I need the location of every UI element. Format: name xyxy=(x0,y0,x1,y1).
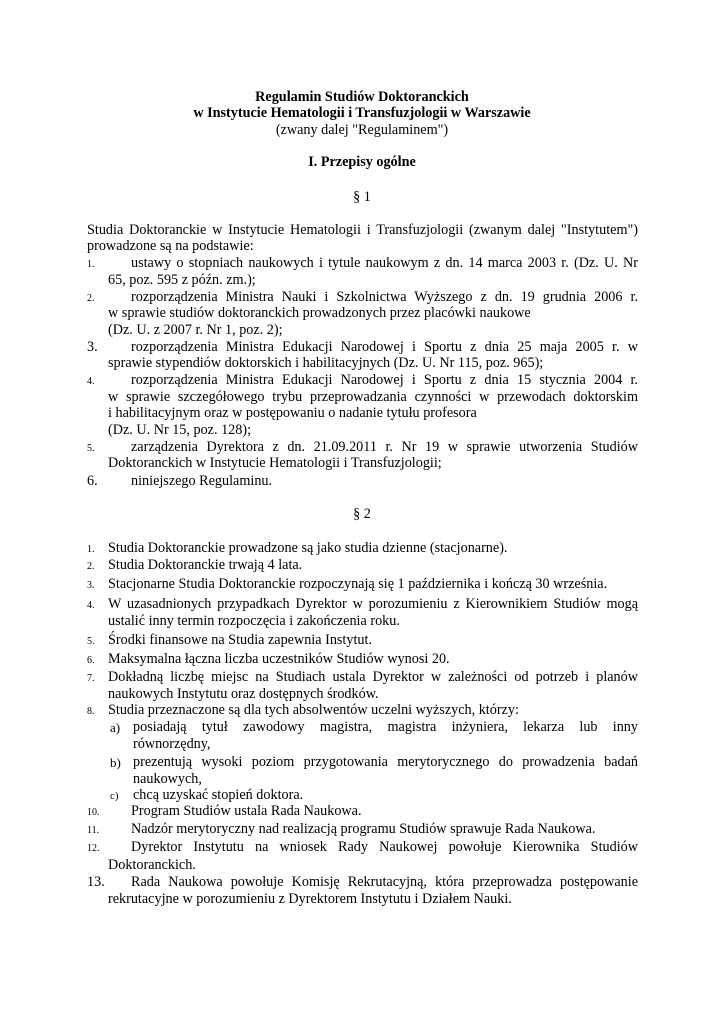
list-item: w sprawie studiów doktoranckich prowadzonych przez placówki naukowe xyxy=(108,305,531,321)
list-item: 65, poz. 595 z późn. zm.); xyxy=(108,272,256,288)
list-number: 6. xyxy=(87,473,98,489)
list-number: 5. xyxy=(87,636,95,647)
sublist-item: naukowych, xyxy=(133,771,202,787)
list-item: Stacjonarne Studia Doktoranckie rozpoczynają się 1 października i kończą 30 września. xyxy=(108,576,608,592)
list-item: W uzasadnionych przypadkach Dyrektor w porozumieniu z Kierownikiem Studiów mogą xyxy=(108,596,638,612)
sublist-item: równorzędny, xyxy=(133,736,211,752)
sublist-item: posiadają tytuł zawodowy magistra, magistra inżyniera, lekarza lub inny xyxy=(133,719,638,735)
list-number: 8. xyxy=(87,706,95,717)
list-number: 1. xyxy=(87,259,95,270)
list-item: Studia Doktoranckie prowadzone są jako studia dzienne (stacjonarne). xyxy=(108,540,508,556)
list-item: Studia Doktoranckie trwają 4 lata. xyxy=(108,557,303,573)
list-item: Dyrektor Instytutu na wniosek Rady Naukowej powołuje Kierownika Studiów xyxy=(131,839,638,855)
sublist-letter: c) xyxy=(110,790,119,802)
document-subtitle: w Instytucie Hematologii i Transfuzjologii w Warszawie xyxy=(193,105,531,121)
sublist-letter: a) xyxy=(110,720,121,735)
list-item: i habilitacyjnym oraz w postępowaniu o nadanie tytułu profesora xyxy=(108,405,477,421)
list-item: Studia przeznaczone są dla tych absolwentów uczelni wyższych, którzy: xyxy=(108,702,519,718)
list-number: 3. xyxy=(87,580,95,591)
list-item: Rada Naukowa powołuje Komisję Rekrutacyjną, która przeprowadza postępowanie xyxy=(131,874,638,890)
list-item: zarządzenia Dyrektora z dn. 21.09.2011 r. Nr 19 w sprawie utworzenia Studiów xyxy=(131,439,638,455)
list-number: 1. xyxy=(87,544,95,555)
list-item: Program Studiów ustala Rada Naukowa. xyxy=(131,803,362,819)
list-item: (Dz. U. Nr 15, poz. 128); xyxy=(108,422,252,438)
list-item: (Dz. U. z 2007 r. Nr 1, poz. 2); xyxy=(108,322,283,338)
list-number: 5. xyxy=(87,443,95,454)
list-item: niniejszego Regulaminu. xyxy=(131,473,273,489)
list-item: Doktoranckich w Instytucie Hematologii i Transfuzjologii; xyxy=(108,455,442,471)
list-number: 11. xyxy=(87,825,100,836)
list-number: 6. xyxy=(87,655,95,666)
list-item: Nadzór merytoryczny nad realizacją programu Studiów sprawuje Rada Naukowa. xyxy=(131,821,596,837)
list-item: sprawie stypendiów doktorskich i habilitacyjnych (Dz. U. Nr 115, poz. 965); xyxy=(108,355,544,371)
list-number: 3. xyxy=(87,339,98,355)
sublist-item: chcą uzyskać stopień doktora. xyxy=(133,787,304,803)
list-item: naukowych Instytutu oraz dostępnych środków. xyxy=(108,686,379,702)
list-item: rozporządzenia Ministra Nauki i Szkolnictwa Wyższego z dn. 19 grudnia 2006 r. xyxy=(131,289,638,305)
document-alias: (zwany dalej "Regulaminem") xyxy=(275,122,449,138)
section-1-symbol: § 1 xyxy=(353,189,371,205)
list-number: 2. xyxy=(87,293,95,304)
section-2-symbol: § 2 xyxy=(353,506,371,522)
list-item: ustawy o stopniach naukowych i tytule naukowym z dn. 14 marca 2003 r. (Dz. U. Nr xyxy=(131,255,638,271)
list-number: 13. xyxy=(87,874,105,890)
list-number: 2. xyxy=(87,561,95,572)
chapter-heading: I. Przepisy ogólne xyxy=(308,154,416,170)
list-item: Maksymalna łączna liczba uczestników Studiów wynosi 20. xyxy=(108,651,450,667)
list-number: 4. xyxy=(87,376,95,387)
list-item: rozporządzenia Ministra Edukacji Narodowej i Sportu z dnia 25 maja 2005 r. w xyxy=(131,339,638,355)
list-item: rozporządzenia Ministra Edukacji Narodowej i Sportu z dnia 15 stycznia 2004 r. xyxy=(131,372,638,388)
document-title: Regulamin Studiów Doktoranckich xyxy=(255,89,469,105)
section-1-intro: Studia Doktoranckie w Instytucie Hematologii i Transfuzjologii (zwanym dalej "Instytutem") xyxy=(87,222,638,238)
list-item: ustalić inny termin rozpoczęcia i zakończenia roku. xyxy=(108,613,400,629)
list-number: 10. xyxy=(87,807,100,818)
list-number: 7. xyxy=(87,673,95,684)
list-item: w sprawie szczegółowego trybu przeprowadzania czynności w przewodach doktorskim xyxy=(108,389,638,405)
list-item: Dokładną liczbę miejsc na Studiach ustala Dyrektor w zależności od potrzeb i planów xyxy=(108,669,638,685)
sublist-letter: b) xyxy=(110,755,121,770)
section-1-intro: prowadzone są na podstawie: xyxy=(87,238,254,254)
list-item: rekrutacyjne w porozumieniu z Dyrektorem Instytutu i Działem Nauki. xyxy=(108,891,512,907)
list-number: 4. xyxy=(87,600,95,611)
list-item: Środki finansowe na Studia zapewnia Instytut. xyxy=(108,632,372,648)
list-item: Doktoranckich. xyxy=(108,857,196,873)
sublist-item: prezentują wysoki poziom przygotowania merytorycznego do prowadzenia badań xyxy=(133,754,638,770)
list-number: 12. xyxy=(87,843,100,854)
